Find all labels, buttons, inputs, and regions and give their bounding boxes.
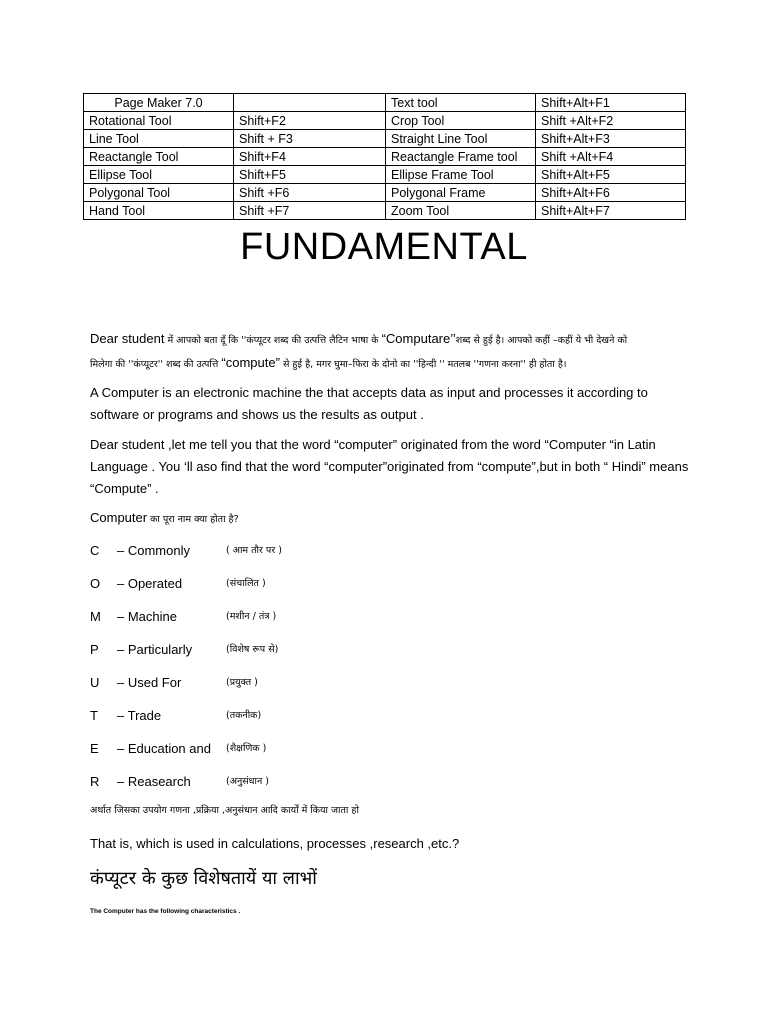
table-cell: Polygonal Frame: [386, 184, 536, 202]
characteristics-note: The Computer has the following characteristics .: [90, 908, 241, 915]
definition-paragraph: A Computer is an electronic machine the that accepts data as input and processes it according to software or programs and shows us the results as output .: [90, 385, 648, 422]
intro-hindi-line2b: से हुई है, मगर घुमा–फिरा के दोनो का ''हिन्दी '' मतलब ''गणना करना'' ही होता है।: [279, 359, 567, 370]
acronym-row: [90, 706, 490, 726]
acronym-row: [90, 772, 490, 792]
table-cell: Page Maker 7.0: [84, 94, 234, 112]
table-row: [84, 148, 686, 166]
acronym-row: [90, 640, 490, 660]
table-cell: Shift +F6: [234, 184, 386, 202]
intro-hindi-part1: में आपको बता दूँ कि ''कंप्यूटर शब्द की उत्पत्ति लैटिन भाषा के: [164, 335, 382, 346]
table-cell: Shift+F4: [234, 148, 386, 166]
acronym-word: – Machine: [117, 609, 177, 624]
acronym-row: [90, 541, 490, 561]
acronym-hindi: (शैक्षणिक ): [226, 743, 267, 754]
acronym-letter: E: [90, 741, 99, 756]
acronym-word: – Trade: [117, 708, 162, 723]
acronym-row: [90, 739, 490, 759]
hindi-summary: अर्थात जिसका उपयोग गणना ,प्रक्रिया ,अनुसंधान आदि कार्यों में किया जाता हो: [90, 805, 359, 816]
table-row: [84, 94, 686, 112]
acronym-letter: U: [90, 675, 100, 690]
acronym-word: – Reasearch: [117, 774, 191, 789]
table-cell: Shift+Alt+F7: [536, 202, 686, 220]
table-cell: Rotational Tool: [84, 112, 234, 130]
intro-lead: Dear student: [90, 331, 165, 346]
acronym-hindi: (मशीन / तंत्र ): [226, 611, 277, 622]
intro-word-compute: “compute”: [221, 355, 280, 370]
acronym-letter: M: [90, 609, 101, 624]
table-cell: Shift+F2: [234, 112, 386, 130]
page-title: FUNDAMENTAL: [240, 226, 528, 268]
acronym-row: [90, 607, 490, 627]
table-cell: Shift+Alt+F1: [536, 94, 686, 112]
acronym-row: [90, 574, 490, 594]
shortcut-table-body: [84, 94, 686, 220]
table-cell: Text tool: [386, 94, 536, 112]
intro-paragraph: [90, 328, 690, 376]
table-cell: Crop Tool: [386, 112, 536, 130]
table-cell: Reactangle Tool: [84, 148, 234, 166]
acronym-hindi: (तकनीक): [226, 710, 262, 721]
acronym-hindi: (अनुसंधान ): [226, 776, 269, 787]
table-cell: Shift+Alt+F5: [536, 166, 686, 184]
table-cell: Reactangle Frame tool: [386, 148, 536, 166]
acronym-letter: T: [90, 708, 98, 723]
table-cell: Shift +Alt+F4: [536, 148, 686, 166]
table-row: [84, 202, 686, 220]
acronym-hindi: (प्रयुक्त ): [226, 677, 258, 688]
acronym-word: – Education and: [117, 741, 211, 756]
table-row: [84, 130, 686, 148]
acronym-hindi: (संचालित ): [226, 578, 266, 589]
acronym-word: – Particularly: [117, 642, 193, 657]
acronym-letter: P: [90, 642, 99, 657]
table-cell: Shift +Alt+F2: [536, 112, 686, 130]
acronym-letter: R: [90, 774, 100, 789]
intro-hindi-line2a: मिलेगा की ''कंप्यूटर'' शब्द की उत्पत्ति: [90, 359, 222, 370]
table-row: [84, 166, 686, 184]
intro-hindi-part2: शब्द से हुई है। आपको कहीं –कहीं ये भी देखने को: [455, 335, 628, 346]
table-cell: Ellipse Frame Tool: [386, 166, 536, 184]
table-cell: Shift+F5: [234, 166, 386, 184]
table-cell: Zoom Tool: [386, 202, 536, 220]
table-cell: Shift + F3: [234, 130, 386, 148]
characteristics-hindi-heading: कंप्यूटर के कुछ विशेषतायें या लाभों: [90, 868, 317, 889]
table-cell: Hand Tool: [84, 202, 234, 220]
acronym-row: [90, 673, 490, 693]
origin-paragraph: Dear student ,let me tell you that the word “computer” originated from the word “Computer “in Latin Language . You ‘ll aso find that the word “computer”originated from “compute”,but in both “ Hindi” means “Compute” .: [90, 437, 689, 496]
table-cell: Line Tool: [84, 130, 234, 148]
table-cell: Shift+Alt+F6: [536, 184, 686, 202]
table-cell: Shift +F7: [234, 202, 386, 220]
fullform-question: [90, 507, 690, 531]
english-summary: That is, which is used in calculations, processes ,research ,etc.?: [90, 836, 460, 851]
acronym-word: – Used For: [117, 675, 182, 690]
table-cell: Shift+Alt+F3: [536, 130, 686, 148]
table-row: [84, 112, 686, 130]
fullform-hindi: का पूरा नाम क्या होता है?: [147, 514, 239, 525]
table-cell: Straight Line Tool: [386, 130, 536, 148]
acronym-word: – Operated: [117, 576, 183, 591]
table-cell: [234, 94, 386, 112]
acronym-word: – Commonly: [117, 543, 190, 558]
intro-word-computare: “Computare’’: [381, 331, 456, 346]
acronym-letter: C: [90, 543, 100, 558]
acronym-hindi: (विशेष रूप से): [226, 644, 279, 655]
shortcut-table: [83, 93, 686, 220]
table-cell: Ellipse Tool: [84, 166, 234, 184]
acronym-hindi: ( आम तौर पर ): [226, 545, 282, 556]
table-cell: Polygonal Tool: [84, 184, 234, 202]
table-row: [84, 184, 686, 202]
fullform-label: Computer: [90, 510, 148, 525]
acronym-letter: O: [90, 576, 101, 591]
